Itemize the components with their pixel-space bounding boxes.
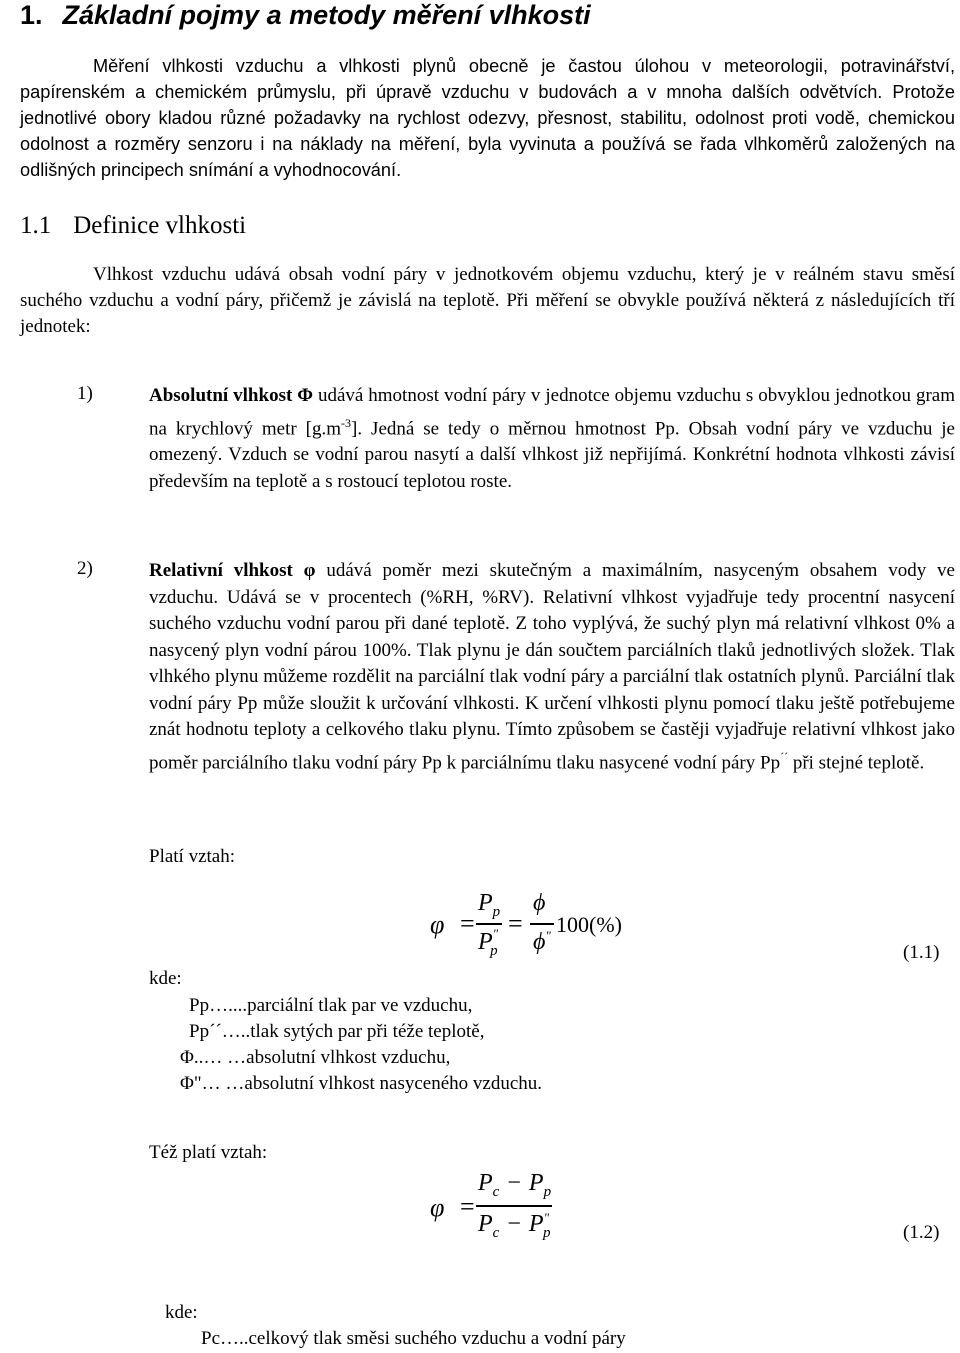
eq1-den1 <box>478 928 498 960</box>
eq1-den1-sup: " <box>492 926 499 941</box>
item1-term: Absolutní vlhkost Φ <box>149 385 313 406</box>
item1-number: 1) <box>77 383 93 404</box>
eq1-equals-2: = <box>508 909 523 938</box>
section-heading <box>20 212 246 240</box>
eq1-den2-phi: ϕ <box>533 929 546 955</box>
eq2-num-sub-p: p <box>543 1183 552 1200</box>
eq2-den-sub-c: c <box>492 1224 500 1241</box>
eq2-numerator <box>478 1170 551 1201</box>
eq1-den2-sup: " <box>545 928 551 943</box>
eq1-den1-sub: p <box>490 942 498 959</box>
eq1-num1-sub: p <box>492 903 501 920</box>
eq2-equals: = <box>460 1192 475 1221</box>
kde1-item-2: Pp´´…..tlak sytých par při téže teplotě, <box>189 1021 485 1042</box>
eq1-lhs: φ <box>430 910 445 939</box>
eq1-equals: = <box>460 909 475 938</box>
item2-body <box>149 558 955 776</box>
item2-term: Relativní vlhkost φ <box>149 560 316 581</box>
eq2-num-pc: P <box>478 1170 493 1196</box>
eq1-number: (1.1) <box>903 942 940 963</box>
eq1-den2 <box>533 928 551 956</box>
eq1-den1-p: P <box>478 929 493 955</box>
eq1-fraction-line-1 <box>476 923 502 925</box>
eq2-num-minus: − <box>507 1170 521 1196</box>
intro-text-b: Protože jednotlivé obory kladou různé požadavky na rychlost odezvy, přesnost, stabilitu, odolnost proti vodě, chemickou odolnost a rozměry senzoru i na náklady na měření, byla vyvinuta a používá se řada vlhkoměrů založených na odlišných principech snímání a vyhodnocování. <box>20 82 956 180</box>
chapter-title: Základní pojmy a metody měření vlhkosti <box>62 0 591 30</box>
eq2-num-sub-c: c <box>492 1183 500 1200</box>
eq2-number: (1.2) <box>903 1222 940 1243</box>
eq1-tail: 100(%) <box>556 912 622 937</box>
eq2-num-pp: P <box>528 1170 544 1196</box>
kde-label-1: kde: <box>149 968 182 989</box>
eq1-num1-p: P <box>478 890 493 916</box>
definition-paragraph: Vlhkost vzduchu udává obsah vodní páry v jednotkovém objemu vzduchu, který je v reálném stavu směsí suchého vzduchu a vodní páry, přičemž je závislá na teplotě. Při měření se obvykle používá některá z následujících tří jednotek: <box>20 264 955 337</box>
item2-sup: ´´ <box>780 749 789 764</box>
kde2-item-1: Pc…..celkový tlak směsi suchého vzduchu a vodní páry <box>201 1328 626 1349</box>
kde1-item-1: Pp…....parciální tlak par ve vzduchu, <box>189 995 473 1016</box>
item1-text-b: ]. Jedná se tedy o měrnou hmotnost Pp. Obsah vodní páry ve vzduchu je omezený. Vzduch se vodní parou nasytí a další vlhkost již nepřijímá. Konkrétní hodnota vlhkosti závisí především na teplotě a s rostoucí teplotou roste. <box>149 417 955 492</box>
eq2-den-sup: " <box>543 1210 550 1225</box>
section-title: Definice vlhkosti <box>73 212 247 239</box>
kde-label-2: kde: <box>165 1302 198 1323</box>
intro-paragraph <box>20 53 955 183</box>
item1-body <box>149 383 955 495</box>
eq2-lhs: φ <box>430 1193 445 1222</box>
eq1-fraction-line-2 <box>530 923 554 925</box>
item2-text: udává poměr mezi skutečným a maximálním, nasyceným obsahem vody ve vzduchu. Udává se v procentech (%RH, %RV). Relativní vlhkost vyjadřuje tedy procentní nasycení suchého vzduchu vodní parou při dané teplotě. Z toho vyplývá, že suchý plyn má relativní vlhkost 0% a nasycený plyn vodní párou 100%. Tlak plynu je dán součtem parciálních tlaků jednotlivých složek. Tlak vlhkého plynu můžeme rozdělit na parciální tlak vodní páry a parciální tlak ostatních plynů. Parciální tlak vodní páry Pp může sloužit k určování vlhkosti. K určení vlhkosti plynu pomocí tlaku ještě potřebujeme znát hodnotu teploty a celkového tlaku plynu. Tímto způsobem se častěji vyjadřuje relativní vlhkost jako poměr parciálního tlaku vodní páry Pp k parciálnímu tlaku nasycené vodní páry Pp <box>149 560 955 773</box>
eq2-den-pp: P <box>528 1211 544 1237</box>
eq2-fraction-line <box>476 1205 552 1207</box>
eq1-num2: ϕ <box>533 890 546 916</box>
item1-text-a: udává hmotnost vodní páry v jednotce objemu vzduchu s obvyklou jednotkou gram na krychlový metr [g.m <box>149 385 955 439</box>
eq2-denominator <box>478 1210 551 1242</box>
item2-number: 2) <box>77 558 93 579</box>
intro-text-a: Měření vlhkosti vzduchu a vlhkosti plynů obecně je častou úlohou v meteorologii, potravinářství, papírenském a chemickém průmyslu, při úpravě vzduchu v budovách a v mnoha dalších odvětvích. <box>20 56 955 102</box>
item1-sup: -3 <box>341 415 352 430</box>
eq1-num1 <box>478 890 500 921</box>
eq2-den-pc: P <box>478 1211 493 1237</box>
eq2-den-sub-p: p <box>543 1224 551 1241</box>
section-number: 1.1 <box>20 212 52 239</box>
item2-text-end: při stejné teplotě. <box>788 751 925 773</box>
chapter-heading <box>20 0 591 31</box>
chapter-number: 1. <box>20 0 43 30</box>
kde1-item-4: Φ"… …absolutní vlhkost nasyceného vzduchu. <box>180 1073 543 1094</box>
plati-label-2: Též platí vztah: <box>149 1142 268 1163</box>
kde1-item-3: Φ..… …absolutní vlhkost vzduchu, <box>180 1047 451 1068</box>
plati-label-1: Platí vztah: <box>149 846 236 867</box>
eq2-den-minus: − <box>507 1211 521 1237</box>
